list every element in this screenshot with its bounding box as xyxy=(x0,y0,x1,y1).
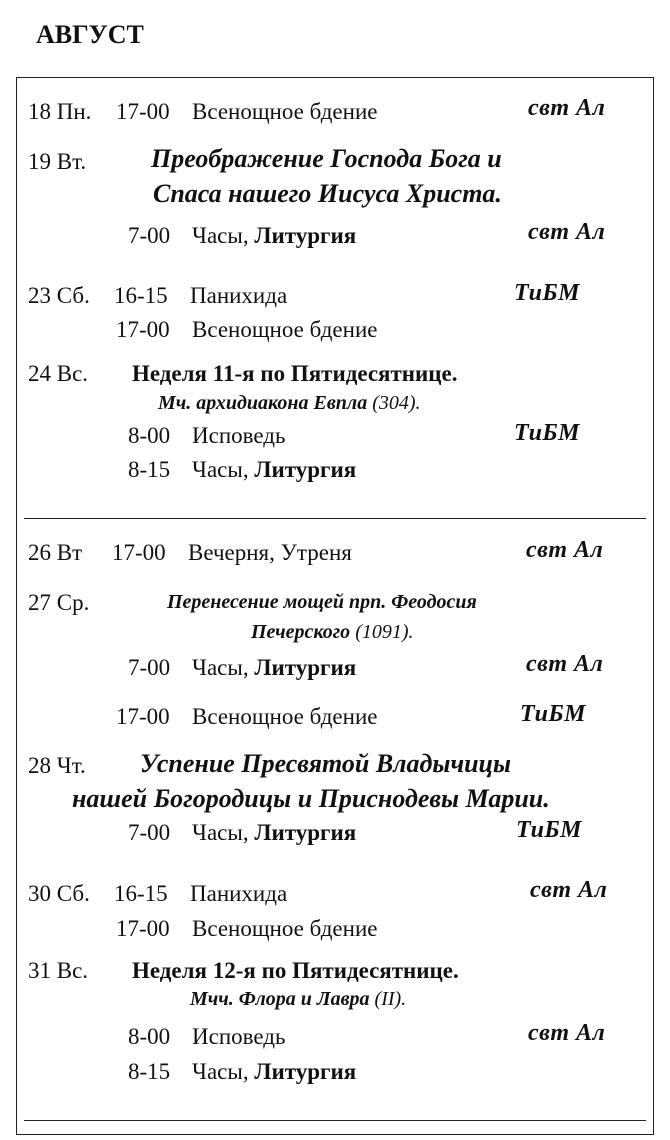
time-label: 17-00 xyxy=(116,317,170,342)
service-label: Часы, Литургия xyxy=(192,1059,357,1084)
section-divider xyxy=(24,518,646,519)
time-label: 8-15 xyxy=(128,457,171,482)
date-label: 18 Пн. xyxy=(28,99,92,124)
priest-label: ТиБМ xyxy=(520,701,587,727)
priest-label: свт Ал xyxy=(526,651,604,677)
feast-title: Успение Пресвятой Владычицы xyxy=(140,749,512,778)
feast-title: Перенесение мощей прп. Феодосия xyxy=(167,591,477,613)
service-label: Исповедь xyxy=(192,1024,286,1049)
time-label: 17-00 xyxy=(116,916,170,941)
time-label: 7-00 xyxy=(128,820,171,845)
date-label: 26 Вт xyxy=(28,540,83,565)
feast-title: Преображение Господа Бога и xyxy=(151,144,502,173)
sunday-heading: Неделя 11-я по Пятидесятнице. xyxy=(132,361,458,386)
service-label: Часы, Литургия xyxy=(192,223,357,248)
service-label: Всенощное бдение xyxy=(192,704,378,729)
sunday-heading: Неделя 12-я по Пятидесятнице. xyxy=(132,958,459,983)
feast-title: Печерского (1091). xyxy=(251,621,414,643)
service-label: Панихида xyxy=(190,283,288,308)
page-title: АВГУСТ xyxy=(36,20,144,49)
time-label: 16-15 xyxy=(114,881,168,906)
priest-label: свт Ал xyxy=(528,219,606,245)
time-label: 7-00 xyxy=(128,655,171,680)
bottom-divider xyxy=(24,1120,646,1121)
date-label: 27 Ср. xyxy=(28,590,90,615)
date-label: 23 Сб. xyxy=(28,283,90,308)
service-label: Вечерня, Утреня xyxy=(188,540,352,565)
time-label: 8-15 xyxy=(128,1059,171,1084)
service-label: Часы, Литургия xyxy=(192,457,357,482)
time-label: 16-15 xyxy=(114,283,168,308)
service-label: Всенощное бдение xyxy=(192,99,378,124)
date-label: 24 Вс. xyxy=(28,361,89,386)
service-label: Всенощное бдение xyxy=(192,916,378,941)
feast-title: нашей Богородицы и Приснодевы Марии. xyxy=(72,784,550,813)
date-label: 30 Сб. xyxy=(28,881,90,906)
time-label: 8-00 xyxy=(128,423,171,448)
priest-label: ТиБМ xyxy=(516,817,583,843)
time-label: 17-00 xyxy=(116,99,170,124)
priest-label: свт Ал xyxy=(528,1020,606,1046)
time-label: 8-00 xyxy=(128,1024,171,1049)
date-label: 31 Вс. xyxy=(28,958,89,983)
priest-label: ТиБМ xyxy=(514,420,581,446)
service-label: Часы, Литургия xyxy=(192,820,357,845)
time-label: 7-00 xyxy=(128,223,171,248)
service-label: Панихида xyxy=(190,881,288,906)
date-label: 28 Чт. xyxy=(28,753,86,778)
priest-label: свт Ал xyxy=(526,537,604,563)
service-label: Часы, Литургия xyxy=(192,655,357,680)
priest-label: свт Ал xyxy=(528,95,606,121)
time-label: 17-00 xyxy=(112,540,166,565)
service-label: Исповедь xyxy=(192,423,286,448)
service-label: Всенощное бдение xyxy=(192,317,378,342)
priest-label: ТиБМ xyxy=(514,280,581,306)
feast-title: Спаса нашего Иисуса Христа. xyxy=(153,179,502,208)
saint-commemoration: Мчч. Флора и Лавра (II). xyxy=(190,988,407,1010)
priest-label: свт Ал xyxy=(530,877,608,903)
date-label: 19 Вт. xyxy=(28,149,87,174)
saint-commemoration: Мч. архидиакона Евпла (304). xyxy=(158,392,421,414)
time-label: 17-00 xyxy=(116,704,170,729)
